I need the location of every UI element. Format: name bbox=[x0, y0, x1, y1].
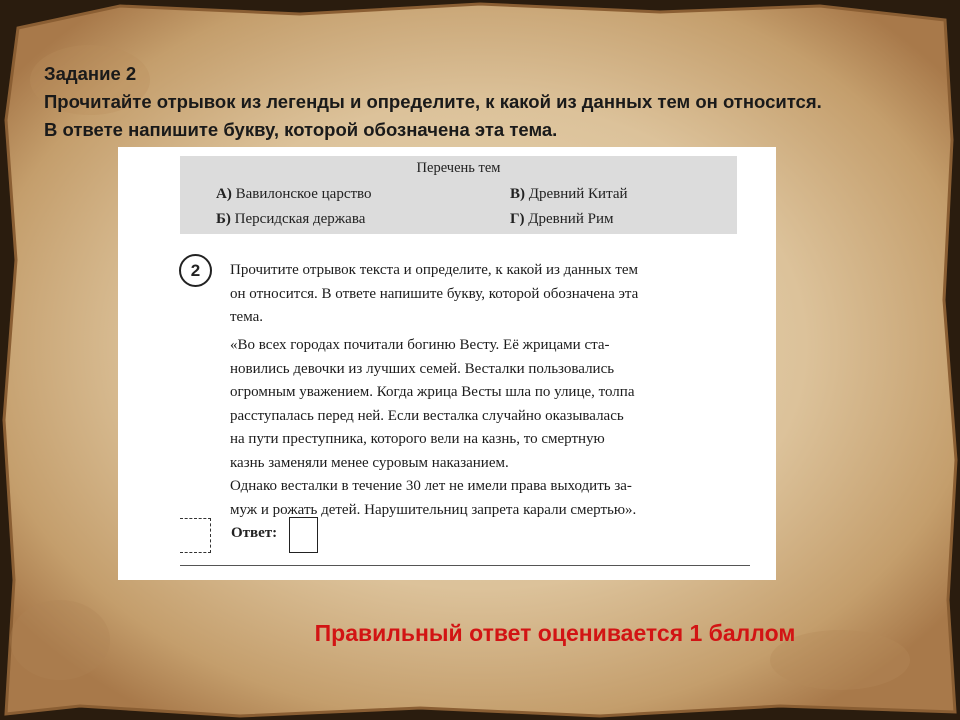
instruction-line: он относится. В ответе напишите букву, которой обозначена эта bbox=[230, 285, 639, 302]
topics-panel bbox=[180, 156, 737, 234]
scoring-note: Правильный ответ оценивается 1 баллом bbox=[314, 620, 796, 646]
topic-letter: А) bbox=[216, 186, 232, 202]
passage-line: на пути преступника, которого вели на казнь, то смертную bbox=[230, 431, 605, 447]
topic-text: Древний Китай bbox=[528, 186, 628, 202]
divider bbox=[180, 565, 750, 566]
passage-line: казнь заменяли менее суровым наказанием. bbox=[230, 454, 509, 471]
score-box bbox=[180, 518, 211, 553]
passage-line: «Во всех городах почитали богиню Весту. Её жрицами ста- bbox=[230, 337, 610, 353]
topic-letter: Г) bbox=[510, 211, 525, 227]
topic-item bbox=[510, 186, 628, 203]
topics-title: Перечень тем bbox=[416, 160, 501, 176]
topic-text: Персидская держава bbox=[234, 211, 366, 227]
topic-letter: Б) bbox=[216, 211, 231, 227]
topic-letter: В) bbox=[510, 186, 525, 202]
instruction-line: Прочитите отрывок текста и определите, к какой из данных тем bbox=[230, 262, 639, 278]
task-title: Задание 2 bbox=[44, 63, 137, 84]
legend-passage bbox=[230, 334, 740, 522]
passage-line: Однако весталки в течение 30 лет не имели права выходить за- bbox=[230, 478, 632, 494]
passage-line: муж и рожать детей. Нарушительниц запрета карали смертью». bbox=[230, 501, 637, 518]
task-instruction bbox=[230, 259, 740, 330]
scanned-task-image bbox=[118, 147, 776, 580]
topic-item bbox=[216, 186, 372, 203]
task-instruction-line-2: В ответе напишите букву, которой обозначена эта тема. bbox=[44, 119, 558, 140]
passage-line: огромным уважением. Когда жрица Весты шла по улице, толпа bbox=[230, 384, 635, 400]
topic-item bbox=[216, 211, 365, 228]
topic-item bbox=[510, 211, 613, 228]
answer-box[interactable] bbox=[289, 517, 318, 553]
task-number-badge: 2 bbox=[179, 254, 212, 287]
topic-text: Вавилонское царство bbox=[235, 186, 372, 202]
passage-line: новились девочки из лучших семей. Весталки пользовались bbox=[230, 360, 615, 377]
passage-line: расступалась перед ней. Если весталка случайно оказывалась bbox=[230, 407, 624, 424]
topic-text: Древний Рим bbox=[528, 211, 614, 227]
task-instruction-line-1: Прочитайте отрывок из легенды и определите, к какой из данных тем он относится. bbox=[44, 91, 822, 112]
task-header bbox=[44, 60, 934, 144]
instruction-line: тема. bbox=[230, 309, 264, 325]
answer-label: Ответ: bbox=[231, 525, 278, 541]
